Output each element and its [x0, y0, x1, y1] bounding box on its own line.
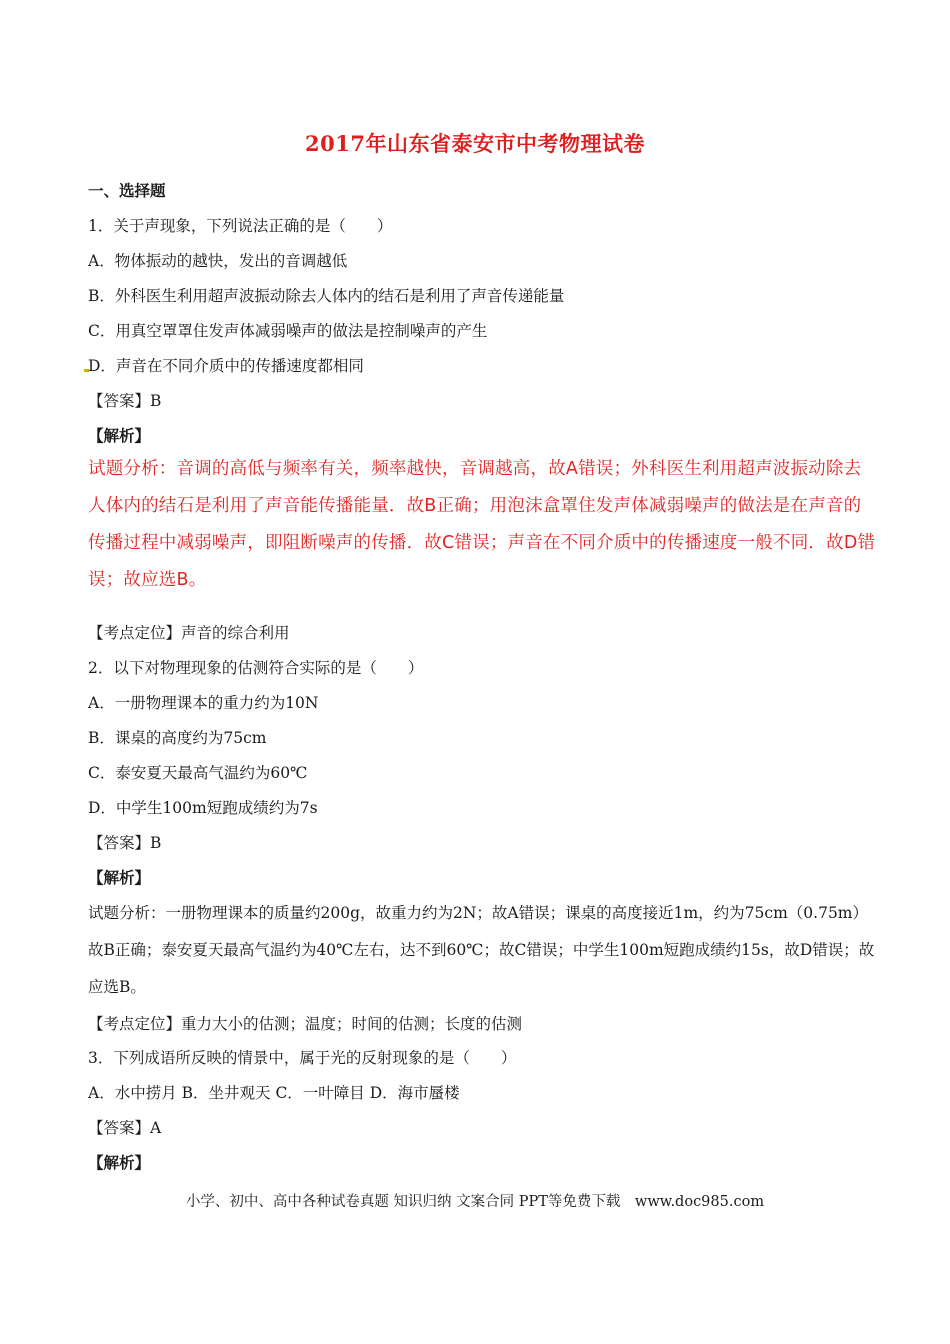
question-3: 3．下列成语所反映的情景中，属于光的反射现象的是（ ）: [88, 1049, 517, 1067]
q1-option-d: D．声音在不同介质中的传播速度都相同: [88, 357, 364, 375]
q2-analysis-text: 试题分析：一册物理课本的质量约200g，故重力约为2N；故A错误；课桌的高度接近1m，约为75cm（0.75m）故B正确；泰安夏天最高气温约为40℃左右，达不到60℃；故C错误；中学生100m短跑成绩约15s，故D错误；故应选B。: [88, 904, 875, 996]
q3-analysis-label: 【解析】: [88, 1153, 151, 1172]
q3-options: A．水中捞月 B．坐井观天 C．一叶障目 D．海市蜃楼: [88, 1084, 460, 1102]
q2-option-c: C．泰安夏天最高气温约为60℃: [88, 764, 308, 782]
question-1: 1．关于声现象，下列说法正确的是（ ）: [88, 217, 393, 235]
q1-knowledge-point: 【考点定位】声音的综合利用: [88, 624, 290, 642]
q1-answer: 【答案】B: [88, 392, 162, 410]
q3-answer: 【答案】A: [88, 1119, 162, 1137]
q2-knowledge-point: 【考点定位】重力大小的估测；温度；时间的估测；长度的估测: [88, 1015, 523, 1033]
q1-option-b: B．外科医生利用超声波振动除去人体内的结石是利用了声音传递能量: [88, 287, 565, 305]
question-2: 2．以下对物理现象的估测符合实际的是（ ）: [88, 659, 424, 677]
document-title: 2017年山东省泰安市中考物理试卷: [305, 131, 645, 156]
q1-option-a: A．物体振动的越快，发出的音调越低: [88, 252, 348, 270]
q2-option-d: D．中学生100m短跑成绩约为7s: [88, 799, 318, 817]
footer-banner: 小学、初中、高中各种试卷真题 知识归纳 文案合同 PPT等免费下载 www.doc985.com: [185, 1194, 765, 1210]
q2-analysis-label: 【解析】: [88, 868, 151, 887]
q2-option-b: B．课桌的高度约为75cm: [88, 729, 267, 747]
q1-option-c: C．用真空罩罩住发声体减弱噪声的做法是控制噪声的产生: [88, 322, 488, 340]
q2-answer: 【答案】B: [88, 834, 162, 852]
q1-analysis-text: 试题分析：音调的高低与频率有关，频率越快，音调越高，故A错误；外科医生利用超声波振动除去人体内的结石是利用了声音能传播能量．故B正确；用泡沫盒罩住发声体减弱噪声的做法是在声音的传播过程中减弱噪声，即阻断噪声的传播．故C错误；声音在不同介质中的传播速度一般不同．故D错误；故应选B。: [88, 459, 876, 590]
q2-option-a: A．一册物理课本的重力约为10N: [88, 694, 319, 712]
q1-analysis-label: 【解析】: [88, 426, 151, 445]
section-heading: 一、选择题: [88, 181, 166, 200]
